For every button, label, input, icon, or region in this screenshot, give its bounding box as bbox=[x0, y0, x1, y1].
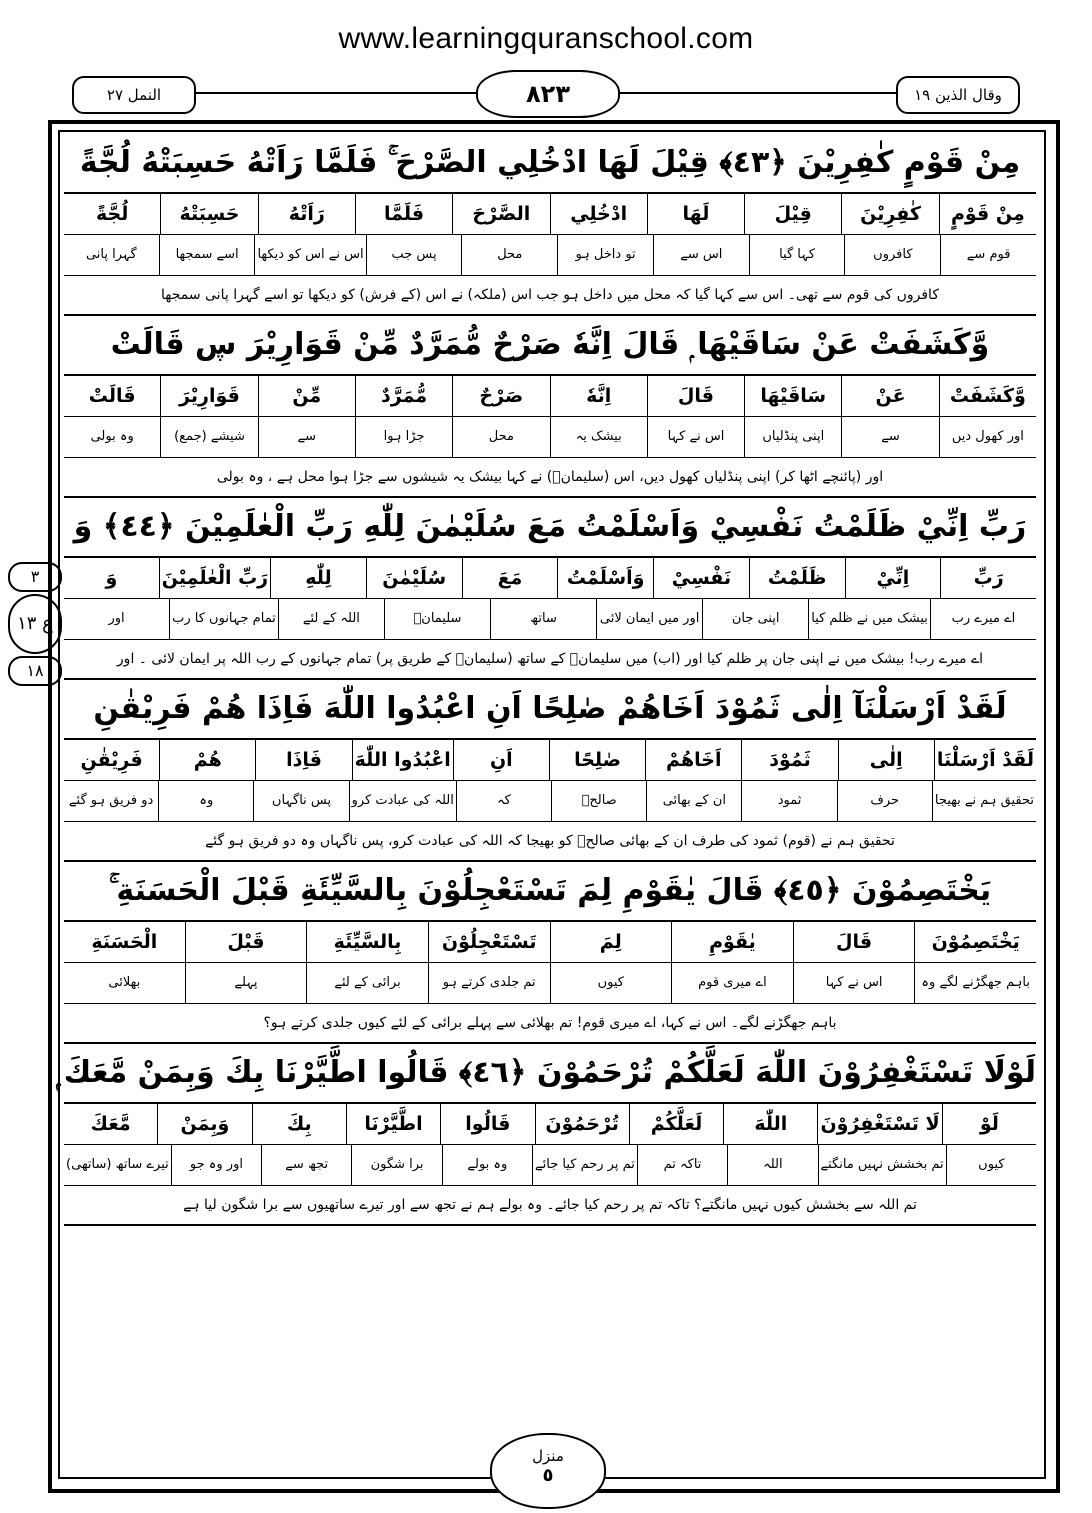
arabic-word: قَبْلَ bbox=[185, 922, 307, 962]
header-rule-left bbox=[194, 92, 476, 94]
arabic-word: لُجَّةً bbox=[96, 203, 129, 225]
word-row bbox=[64, 922, 1036, 963]
word-meaning: صالحؑ bbox=[551, 781, 646, 821]
arabic-word: وَاَسْلَمْتُ bbox=[557, 558, 653, 598]
word-meaning: تم بخشش نہیں مانگتے bbox=[818, 1145, 946, 1185]
arabic-word: يَخْتَصِمُوْنَ bbox=[914, 922, 1036, 962]
arabic-word: لَقَدْ اَرْسَلْنَا bbox=[934, 740, 1036, 780]
arabic-word: بِالسَّيِّئَةِ bbox=[306, 922, 428, 962]
meaning-row bbox=[64, 781, 1036, 822]
meaning-row bbox=[64, 417, 1036, 458]
word-meaning: برائی کے لئے bbox=[306, 963, 428, 1003]
word-row bbox=[64, 376, 1036, 417]
word-meaning: ثمود bbox=[741, 781, 836, 821]
verse-section bbox=[64, 680, 1036, 862]
word-meaning: پہلے bbox=[185, 963, 307, 1003]
arabic-word: لَوْ bbox=[942, 1104, 1036, 1144]
arabic-word: لِلّٰهِ bbox=[270, 558, 366, 598]
word-meaning: تم پر رحم کیا جائے bbox=[532, 1145, 637, 1185]
arabic-word: رَاَتْهُ bbox=[258, 194, 355, 234]
arabic-word: ظَلَمْتُ bbox=[749, 558, 845, 598]
word-meaning: کیوں bbox=[550, 963, 672, 1003]
word-meaning: بیشک یہ bbox=[550, 417, 647, 457]
manzil-number: ٥ bbox=[542, 1465, 554, 1486]
arabic-word: عَنْ bbox=[841, 376, 938, 416]
verse-section bbox=[64, 134, 1036, 316]
manzil-badge bbox=[490, 1433, 606, 1509]
word-meaning: جڑا ہوا bbox=[355, 417, 452, 457]
word-meaning: اس نے اس کو دیکھا bbox=[254, 235, 365, 275]
arabic-word: صَرْحٌ bbox=[452, 376, 549, 416]
page-number: ٨٢٣ bbox=[476, 70, 620, 118]
arabic-word: كٰفِرِيْنَ bbox=[841, 194, 938, 234]
word-meaning: کیوں bbox=[946, 1145, 1036, 1185]
arabic-word: مِنْ قَوْمٍ bbox=[939, 194, 1036, 234]
arabic-word: اطَّيَّرْنَا bbox=[346, 1104, 440, 1144]
side-marker-bottom: ١٨ bbox=[8, 656, 62, 686]
word-row bbox=[64, 194, 1036, 235]
arabic-word: قَوَارِيْرَ bbox=[160, 376, 257, 416]
word-meaning: اپنی پنڈلیاں bbox=[744, 417, 841, 457]
word-meaning: اس نے کہا bbox=[647, 417, 744, 457]
word-meaning: تجھ سے bbox=[261, 1145, 351, 1185]
header-rule-right bbox=[620, 92, 898, 94]
arabic-word: مَّعَكَ bbox=[90, 1113, 131, 1135]
arabic-word: قَالُوا bbox=[440, 1104, 534, 1144]
arabic-word: قَالَ bbox=[793, 922, 915, 962]
arabic-word: حَسِبَتْهُ bbox=[160, 194, 257, 234]
arabic-word: سَاقَيْهَا bbox=[744, 376, 841, 416]
arabic-word: وَبِمَنْ bbox=[157, 1104, 251, 1144]
arabic-word: قَالَتْ bbox=[88, 385, 136, 407]
word-meaning: دو فریق ہو گئے bbox=[68, 793, 154, 808]
arabic-word: الصَّرْحَ bbox=[452, 194, 549, 234]
arabic-word: رَبِّ الْعٰلَمِيْنَ bbox=[159, 558, 270, 598]
word-row bbox=[64, 740, 1036, 781]
word-meaning: کہا گیا bbox=[749, 235, 845, 275]
arabic-verse: مِنْ قَوْمٍ كٰفِرِيْنَ ﴿٤٣﴾ قِيْلَ لَهَا ادْخُلِي الصَّرْحَ ۚ فَلَمَّا رَاَتْهُ حَسِبَتْهُ لُجَّةً bbox=[64, 134, 1036, 194]
word-meaning: سے bbox=[258, 417, 355, 457]
arabic-word: مُّمَرَّدٌ bbox=[355, 376, 452, 416]
arabic-word: هُمْ bbox=[159, 740, 255, 780]
side-marker-ruku: ع ١٣ bbox=[8, 594, 62, 654]
word-row bbox=[64, 1104, 1036, 1145]
surah-label: النمل ٢٧ bbox=[72, 76, 196, 114]
verse-section bbox=[64, 862, 1036, 1044]
meaning-row bbox=[64, 599, 1036, 640]
word-meaning: اور وہ جو bbox=[171, 1145, 261, 1185]
word-meaning: بیشک میں نے ظلم کیا bbox=[808, 599, 930, 639]
word-meaning: اللہ bbox=[727, 1145, 817, 1185]
word-meaning: کافروں bbox=[844, 235, 940, 275]
word-meaning: تمام جہانوں کا رب bbox=[169, 599, 278, 639]
page-content bbox=[56, 134, 1036, 1226]
verse-section bbox=[56, 1044, 1036, 1226]
urdu-translation: اے میرے رب! بیشک میں نے اپنی جان پر ظلم کیا اور (اب) میں سلیمانؑ کے ساتھ (سلیمانؑ کے طریق پر) تمام جہانوں کے رب اللہ پر ایمان لائی ۔ اور bbox=[116, 651, 984, 667]
arabic-word: فَاِذَا bbox=[255, 740, 351, 780]
arabic-word: لَا تَسْتَغْفِرُوْنَ bbox=[817, 1104, 941, 1144]
meaning-row bbox=[64, 1145, 1036, 1186]
arabic-word: اِنَّهٗ bbox=[550, 376, 647, 416]
urdu-translation: باہم جھگڑنے لگے۔ اس نے کہا، اے میری قوم! تم بھلائی سے پہلے برائی کے لئے کیوں جلدی کرتے ہو؟ bbox=[263, 1015, 837, 1031]
word-meaning: وہ بولے bbox=[442, 1145, 532, 1185]
word-meaning: پس ناگہاں bbox=[253, 781, 348, 821]
urdu-translation: کافروں کی قوم سے تھی۔ اس سے کہا گیا کہ محل میں داخل ہو جب اس (ملکہ) نے اس (کے فرش) کو دیکھا تو اسے گہرا پانی سمجھا bbox=[160, 287, 939, 303]
meaning-row bbox=[64, 963, 1036, 1004]
urdu-translation: تم اللہ سے بخشش کیوں نہیں مانگتے؟ تاکہ تم پر رحم کیا جائے۔ وہ بولے ہم نے تجھ سے اور تیرے ساتھیوں سے برا شگون لیا ہے bbox=[183, 1197, 917, 1213]
arabic-word: وَ bbox=[105, 567, 118, 589]
word-meaning: شیشے (جمع) bbox=[160, 417, 257, 457]
arabic-word: مِّنْ bbox=[258, 376, 355, 416]
arabic-word: لِمَ bbox=[550, 922, 672, 962]
urdu-translation: اور (پائنچے اٹھا کر) اپنی پنڈلیاں کھول دیں، اس (سلیمانؑ) نے کہا بیشک یہ شیشوں سے جڑا ہوا محل ہے ، وہ بولی bbox=[216, 469, 884, 485]
arabic-word: قِيْلَ bbox=[744, 194, 841, 234]
arabic-word: ثَمُوْدَ bbox=[741, 740, 837, 780]
word-meaning: پس جب bbox=[366, 235, 462, 275]
page-header bbox=[70, 70, 1022, 120]
arabic-word: اِنِّيْ bbox=[845, 558, 941, 598]
arabic-word: الْحَسَنَةِ bbox=[91, 931, 158, 953]
word-meaning: اور میں ایمان لائی bbox=[596, 599, 702, 639]
word-meaning: سلیمانؑ bbox=[384, 599, 490, 639]
arabic-word: اَنِ bbox=[453, 740, 549, 780]
word-meaning: وہ بولی bbox=[90, 429, 134, 444]
arabic-word: قَالَ bbox=[647, 376, 744, 416]
word-meaning: وہ bbox=[158, 781, 253, 821]
urdu-translation: تحقیق ہم نے (قوم) ثمود کی طرف ان کے بھائی صالحؑ کو بھیجا کہ اللہ کی عبادت کرو، پس ناگہاں وہ دو فریق ہو گئے bbox=[205, 833, 895, 849]
word-meaning: ساتھ bbox=[490, 599, 596, 639]
arabic-word: يٰقَوْمِ bbox=[671, 922, 793, 962]
arabic-word: تُرْحَمُوْنَ bbox=[535, 1104, 629, 1144]
word-meaning: اسے سمجھا bbox=[159, 235, 255, 275]
word-meaning: تحقیق ہم نے بھیجا bbox=[932, 781, 1036, 821]
side-marker-top: ٣ bbox=[8, 562, 62, 592]
word-meaning: اس نے کہا bbox=[793, 963, 915, 1003]
arabic-word: فَرِيْقٰنِ bbox=[80, 749, 143, 771]
arabic-word: وَّكَشَفَتْ bbox=[939, 376, 1036, 416]
arabic-word: ادْخُلِي bbox=[550, 194, 647, 234]
word-meaning: تیرے ساتھ (ساتھی) bbox=[66, 1157, 169, 1172]
manzil-label: منزل bbox=[532, 1447, 564, 1465]
word-meaning: سے bbox=[841, 417, 938, 457]
word-meaning: گہرا پانی bbox=[85, 247, 137, 262]
arabic-word: سُلَيْمٰنَ bbox=[366, 558, 462, 598]
word-meaning: تو داخل ہو bbox=[557, 235, 653, 275]
verse-section bbox=[64, 316, 1036, 498]
arabic-verse: لَقَدْ اَرْسَلْنَآ اِلٰى ثَمُوْدَ اَخَاهُمْ صٰلِحًا اَنِ اعْبُدُوا اللّٰهَ فَاِذَا هُمْ فَرِيْقٰنِ bbox=[64, 680, 1036, 740]
arabic-verse: يَخْتَصِمُوْنَ ﴿٤٥﴾ قَالَ يٰقَوْمِ لِمَ تَسْتَعْجِلُوْنَ بِالسَّيِّئَةِ قَبْلَ الْحَسَنَةِ ۚ bbox=[64, 862, 1036, 922]
word-meaning: اے میرے رب bbox=[930, 599, 1036, 639]
arabic-word: لَهَا bbox=[647, 194, 744, 234]
word-meaning: اور کھول دیں bbox=[939, 417, 1036, 457]
word-meaning: برا شگون bbox=[351, 1145, 441, 1185]
word-meaning: ان کے بھائی bbox=[646, 781, 741, 821]
arabic-word: رَبِّ bbox=[940, 558, 1036, 598]
word-meaning: محل bbox=[452, 417, 549, 457]
word-meaning: تاکہ تم bbox=[637, 1145, 727, 1185]
word-meaning: اس سے bbox=[653, 235, 749, 275]
arabic-word: لَعَلَّكُمْ bbox=[629, 1104, 723, 1144]
arabic-word: اِلٰى bbox=[838, 740, 934, 780]
arabic-word: مَعَ bbox=[462, 558, 558, 598]
word-meaning: اپنی جان bbox=[702, 599, 808, 639]
site-url: www.learningquranschool.com bbox=[338, 22, 754, 55]
arabic-word: تَسْتَعْجِلُوْنَ bbox=[428, 922, 550, 962]
verse-section bbox=[64, 498, 1036, 680]
word-meaning: اللہ کے لئے bbox=[278, 599, 384, 639]
arabic-verse: رَبِّ اِنِّيْ ظَلَمْتُ نَفْسِيْ وَاَسْلَمْتُ مَعَ سُلَيْمٰنَ لِلّٰهِ رَبِّ الْعٰلَمِيْنَ ﴿٤٤﴾ وَ bbox=[64, 498, 1036, 558]
arabic-word: اللّٰهَ bbox=[723, 1104, 817, 1144]
arabic-word: اَخَاهُمْ bbox=[645, 740, 741, 780]
juz-label: وقال الذين ١٩ bbox=[896, 76, 1020, 114]
word-meaning: بھلائی bbox=[108, 975, 141, 990]
word-meaning: حرف bbox=[837, 781, 932, 821]
arabic-verse: لَوْلَا تَسْتَغْفِرُوْنَ اللّٰهَ لَعَلَّكُمْ تُرْحَمُوْنَ ﴿٤٦﴾ قَالُوا اطَّيَّرْنَا بِكَ وَبِمَنْ مَّعَكَ ۭ bbox=[64, 1044, 1036, 1104]
arabic-word: اعْبُدُوا اللّٰهَ bbox=[352, 740, 453, 780]
arabic-word: فَلَمَّا bbox=[355, 194, 452, 234]
arabic-word: صٰلِحًا bbox=[549, 740, 645, 780]
word-meaning: محل bbox=[461, 235, 557, 275]
word-meaning: تم جلدی کرتے ہو bbox=[428, 963, 550, 1003]
word-row bbox=[64, 558, 1036, 599]
word-meaning: کہ bbox=[456, 781, 551, 821]
word-meaning: باہم جھگڑنے لگے وہ bbox=[914, 963, 1036, 1003]
word-meaning: اللہ کی عبادت کرو bbox=[349, 781, 456, 821]
word-meaning: اے میری قوم bbox=[671, 963, 793, 1003]
arabic-word: نَفْسِيْ bbox=[653, 558, 749, 598]
word-meaning: قوم سے bbox=[940, 235, 1036, 275]
word-meaning: اور bbox=[108, 611, 125, 626]
arabic-word: بِكَ bbox=[252, 1104, 346, 1144]
arabic-verse: وَّكَشَفَتْ عَنْ سَاقَيْهَا ۭ قَالَ اِنَّهٗ صَرْحٌ مُّمَرَّدٌ مِّنْ قَوَارِيْرَ ڛ قَالَتْ bbox=[64, 316, 1036, 376]
meaning-row bbox=[64, 235, 1036, 276]
